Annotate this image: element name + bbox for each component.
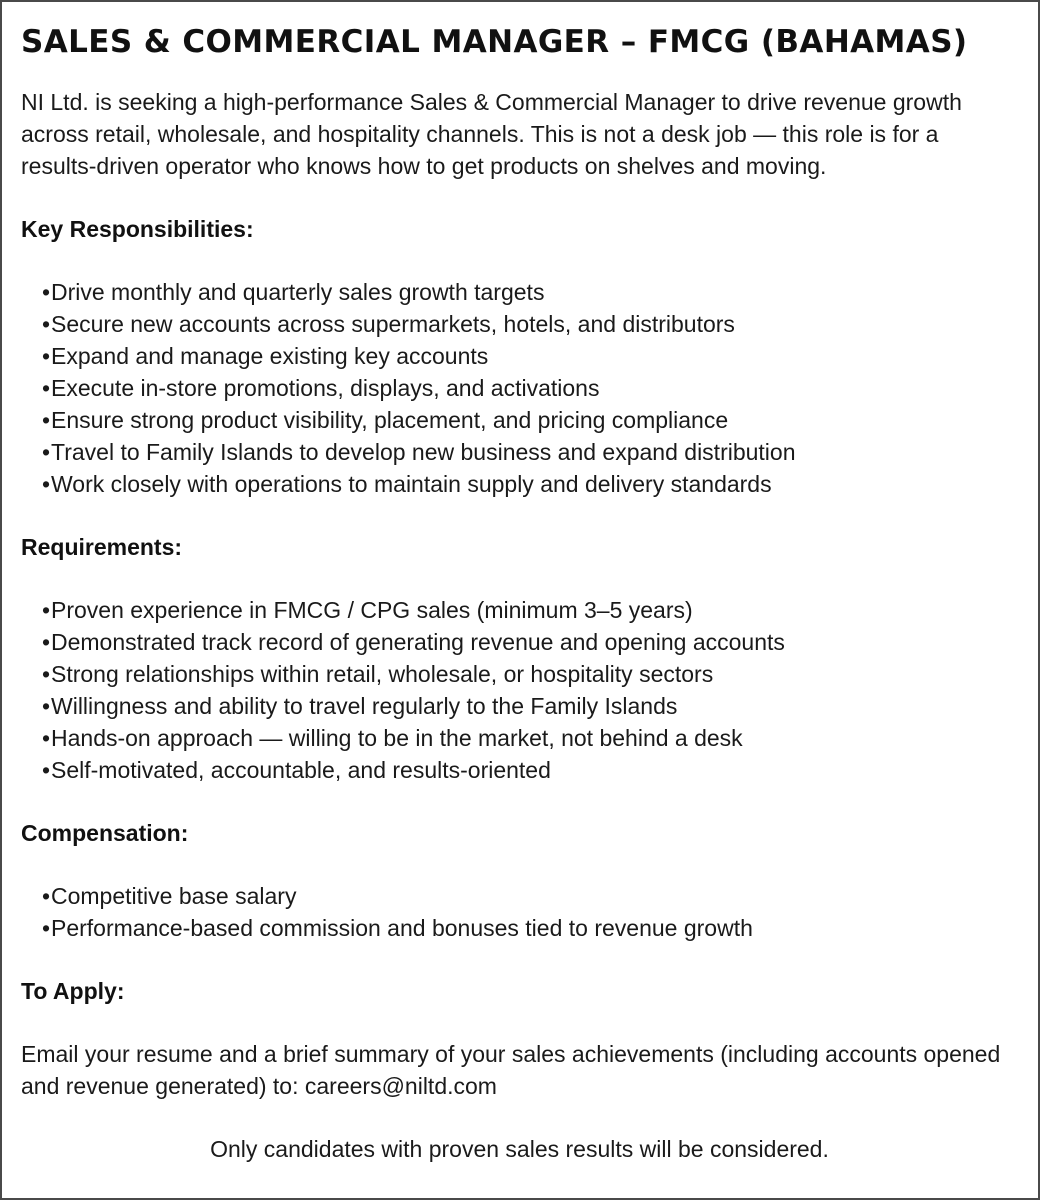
list-item-text: Ensure strong product visibility, placement, and pricing compliance	[51, 407, 729, 433]
list-item	[42, 340, 1018, 372]
bullet-icon: •	[42, 471, 51, 497]
bullet-icon: •	[42, 375, 51, 401]
list-item	[42, 626, 1018, 658]
list-item-text: Execute in-store promotions, displays, and activations	[51, 375, 600, 401]
bullet-icon: •	[42, 693, 51, 719]
closing-note: Only candidates with proven sales results will be considered.	[210, 1136, 829, 1162]
list-item-text: Hands-on approach — willing to be in the market, not behind a desk	[51, 725, 743, 751]
list-item	[42, 754, 1018, 786]
list-item	[42, 404, 1018, 436]
list-item-text: Demonstrated track record of generating revenue and opening accounts	[51, 629, 785, 655]
bullet-icon: •	[42, 725, 51, 751]
bullet-icon: •	[42, 279, 51, 305]
compensation-heading: Compensation:	[21, 820, 189, 846]
list-item	[42, 658, 1018, 690]
requirements-heading: Requirements:	[21, 534, 183, 560]
bullet-icon: •	[42, 757, 51, 783]
list-item-text: Secure new accounts across supermarkets, hotels, and distributors	[51, 311, 735, 337]
list-item-text: Travel to Family Islands to develop new business and expand distribution	[51, 439, 796, 465]
list-item	[42, 372, 1018, 404]
compensation-list	[21, 880, 1018, 944]
list-item-text: Proven experience in FMCG / CPG sales (minimum 3–5 years)	[51, 597, 693, 623]
list-item-text: Drive monthly and quarterly sales growth targets	[51, 279, 545, 305]
list-item-text: Expand and manage existing key accounts	[51, 343, 489, 369]
intro-paragraph: NI Ltd. is seeking a high-performance Sales & Commercial Manager to drive revenue growth across retail, wholesale, and hospitality channels. This is not a desk job — this role is for a results-driven operator who knows how to get products on shelves and moving.	[21, 89, 962, 179]
bullet-icon: •	[42, 883, 51, 909]
list-item	[42, 468, 1018, 500]
bullet-icon: •	[42, 661, 51, 687]
list-item-text: Competitive base salary	[51, 883, 297, 909]
list-item-text: Strong relationships within retail, wholesale, or hospitality sectors	[51, 661, 714, 687]
bullet-icon: •	[42, 439, 51, 465]
bullet-icon: •	[42, 915, 51, 941]
list-item	[42, 912, 1018, 944]
bullet-icon: •	[42, 311, 51, 337]
requirements-list	[21, 594, 1018, 786]
list-item	[42, 690, 1018, 722]
list-item-text: Willingness and ability to travel regularly to the Family Islands	[51, 693, 678, 719]
apply-heading: To Apply:	[21, 978, 125, 1004]
bullet-icon: •	[42, 343, 51, 369]
list-item-text: Performance-based commission and bonuses tied to revenue growth	[51, 915, 753, 941]
apply-instructions: Email your resume and a brief summary of your sales achievements (including accounts opened and revenue generated) to: careers@niltd.com	[21, 1041, 1001, 1099]
ad-title: SALES & COMMERCIAL MANAGER – FMCG (BAHAMAS)	[21, 24, 968, 60]
list-item	[42, 276, 1018, 308]
bullet-icon: •	[42, 629, 51, 655]
list-item-text: Self-motivated, accountable, and results-oriented	[51, 757, 551, 783]
list-item	[42, 594, 1018, 626]
list-item	[42, 436, 1018, 468]
list-item-text: Work closely with operations to maintain supply and delivery standards	[51, 471, 772, 497]
responsibilities-heading: Key Responsibilities:	[21, 216, 254, 242]
responsibilities-list	[21, 276, 1018, 500]
bullet-icon: •	[42, 407, 51, 433]
list-item	[42, 880, 1018, 912]
list-item	[42, 308, 1018, 340]
bullet-icon: •	[42, 597, 51, 623]
list-item	[42, 722, 1018, 754]
